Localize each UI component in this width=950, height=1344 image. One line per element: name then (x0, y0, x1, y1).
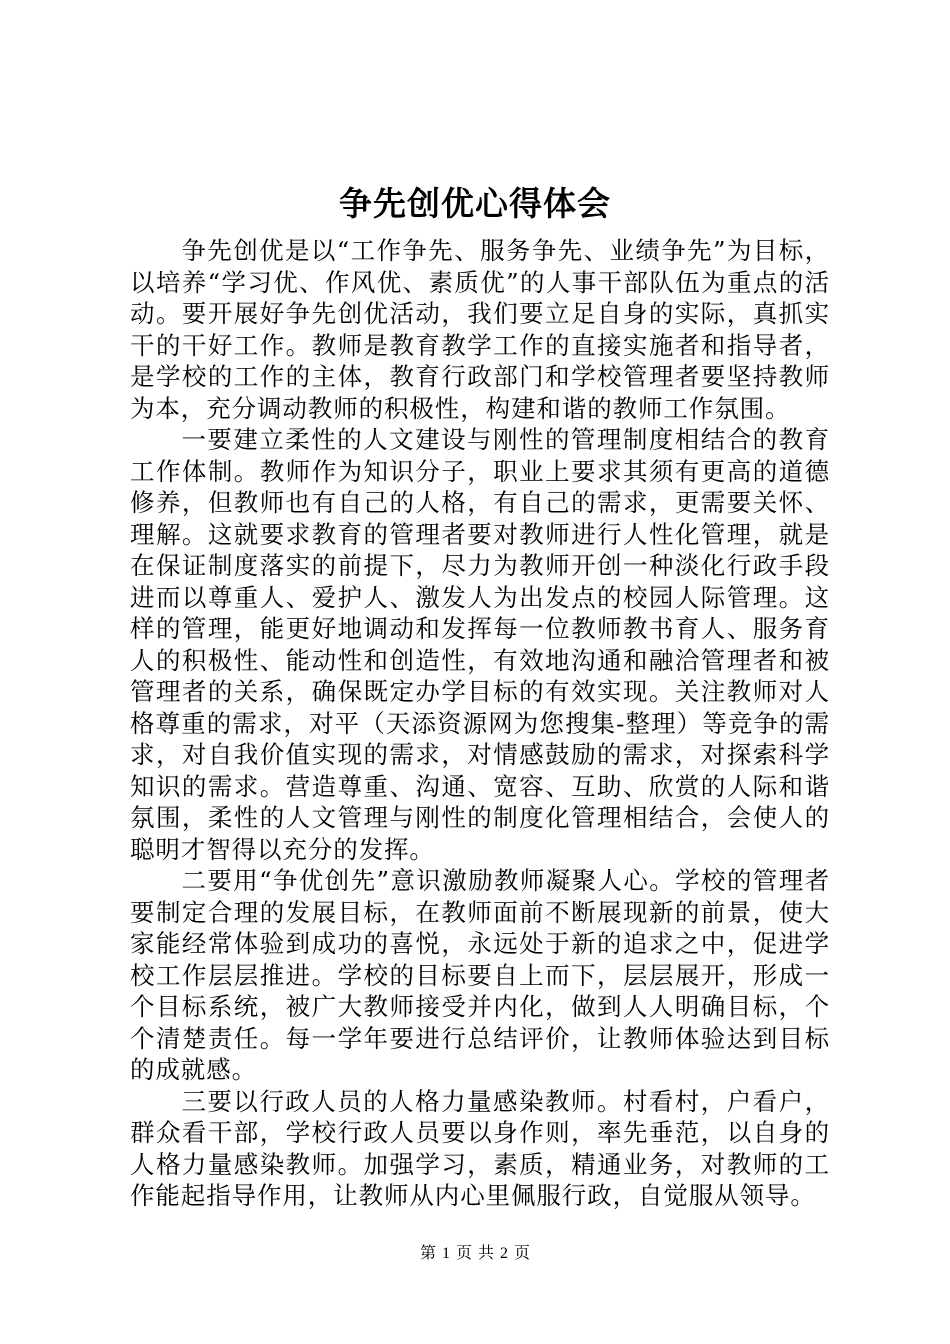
page-footer: 第 1 页 共 2 页 (419, 1245, 530, 1262)
paragraph-three: 三要以行政人员的人格力量感染教师。村看村，户看户，群众看干部，学校行政人员要以身作则，率先垂范，以自身的人格力量感染教师。加强学习，素质，精通业务，对教师的工作能起指导作用，让教师从内心里佩服行政，自觉服从领导。 (130, 1086, 830, 1210)
paragraph-one: 一要建立柔性的人文建设与刚性的管理制度相结合的教育工作体制。教师作为知识分子，职业上要求其须有更高的道德修养，但教师也有自己的人格，有自己的需求，更需要关怀、理解。这就要求教育的管理者要对教师进行人性化管理，就是在保证制度落实的前提下，尽力为教师开创一种淡化行政手段进而以尊重人、爱护人、激发人为出发点的校园人际管理。这样的管理，能更好地调动和发挥每一位教师教书育人、服务育人的积极性、能动性和创造性，有效地沟通和融洽管理者和被管理者的关系，确保既定办学目标的有效实现。关注教师对人格尊重的需求，对平（天添资源网为您搜集-整理）等竞争的需求，对自我价值实现的需求，对情感鼓励的需求，对探索科学知识的需求。营造尊重、沟通、宽容、互助、欣赏的人际和谐氛围，柔性的人文管理与刚性的制度化管理相结合，会使人的聪明才智得以充分的发挥。 (130, 425, 830, 864)
document-title: 争先创优心得体会 (339, 184, 611, 223)
paragraph-intro: 争先创优是以“工作争先、服务争先、业绩争先”为目标，以培养“学习优、作风优、素质优”的人事干部队伍为重点的活动。要开展好争先创优活动，我们要立足自身的实际，真抓实干的干好工作。教师是教育教学工作的直接实施者和指导者，是学校的工作的主体，教育行政部门和学校管理者要坚持教师为本，充分调动教师的积极性，构建和谐的教师工作氛围。 (130, 236, 830, 423)
document-body (130, 235, 830, 1212)
paragraph-two: 二要用“争优创先”意识激励教师凝聚人心。学校的管理者要制定合理的发展目标，在教师面前不断展现新的前景，使大家能经常体验到成功的喜悦，永远处于新的追求之中，促进学校工作层层推进。学校的目标要自上而下，层层展开，形成一个目标系统，被广大教师接受并内化，做到人人明确目标，个个清楚责任。每一学年要进行总结评价，让教师体验达到目标的成就感。 (130, 866, 830, 1084)
